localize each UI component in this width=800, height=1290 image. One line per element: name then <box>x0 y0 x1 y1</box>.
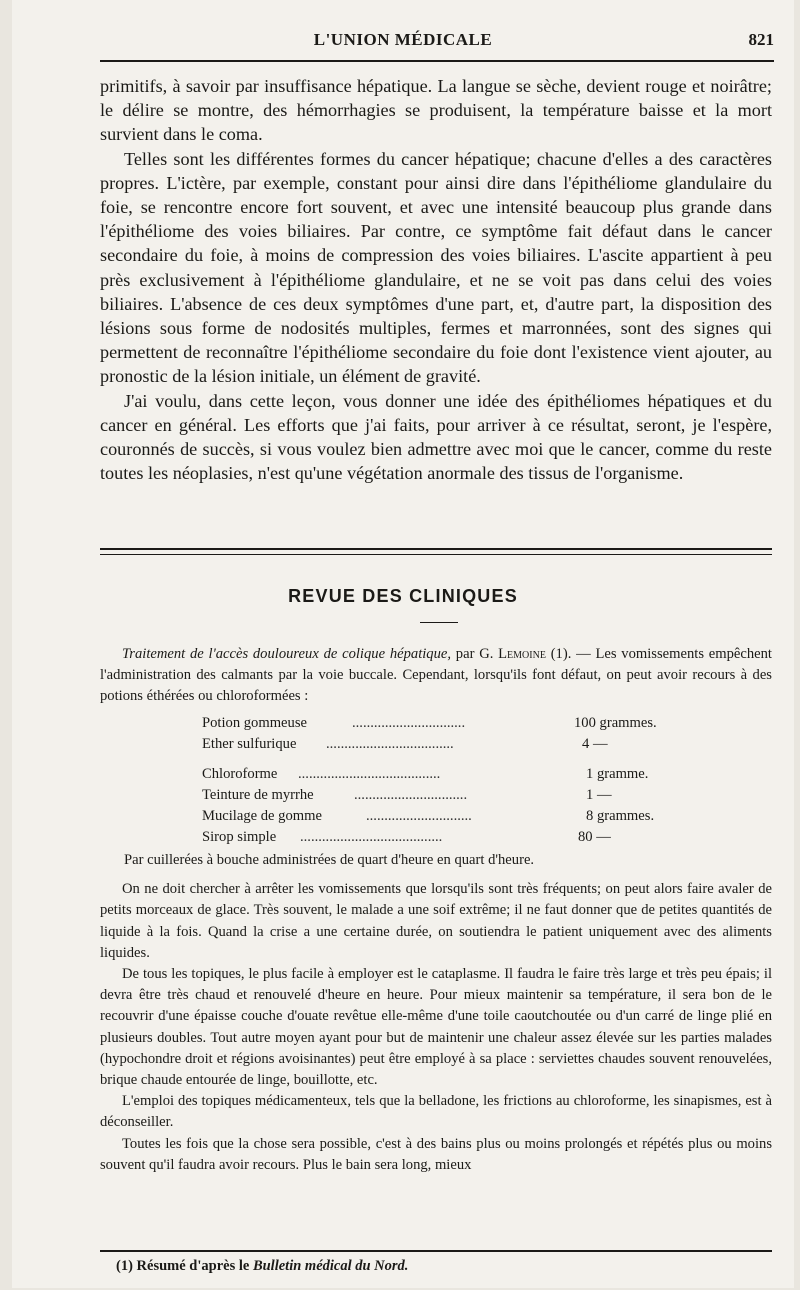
ingredient-name: Teinture de myrrhe <box>202 787 314 803</box>
leader-dots: ............................... <box>352 715 466 731</box>
paragraph-medicated-topicals: L'emploi des topiques médicamenteux, tels que la belladone, les frictions au chloroforme, les sinapismes, est à déconseiller. <box>100 1093 772 1131</box>
prescription-line <box>202 808 662 829</box>
prescription-block-1 <box>202 715 662 757</box>
paragraph-continuation: primitifs, à savoir par insuffisance hépatique. La langue se sèche, devient rouge et noirâtre; le délire se montre, des hémorrhagies se produisent, la température baisse et la mort survient dans le coma. <box>100 76 772 145</box>
ingredient-quantity: 100 grammes. <box>574 715 657 731</box>
footnote-rule <box>100 1250 772 1252</box>
leader-dots: ............................. <box>366 808 472 824</box>
footnote-source: Bulletin médical du Nord. <box>252 1258 409 1274</box>
prescription-line <box>202 766 662 787</box>
page-number: 821 <box>748 30 774 49</box>
ingredient-name: Chloroforme <box>202 766 278 782</box>
paragraph-conclusion: J'ai voulu, dans cette leçon, vous donner une idée des épithéliomes hépatiques et du cancer en général. Les efforts que j'ai faits, pour arriver à ce résultat, seront, je l'espère, couronnés de succès, si vous voulez bien admettre avec moi que le cancer, comme du reste toutes les néoplasies, n'est qu'une végétation anormale des tissus de l'organisme. <box>100 390 772 484</box>
prescription-line <box>202 787 662 808</box>
footnote-text: Résumé d'après le <box>136 1258 253 1274</box>
section-title: REVUE DES CLINIQUES <box>288 586 518 606</box>
section-title-underline <box>420 622 458 623</box>
section-divider-bottom <box>100 554 772 555</box>
article-byline: par G. <box>451 646 499 662</box>
ingredient-quantity: 4 — <box>582 736 608 752</box>
paragraph-topicals: De tous les topiques, le plus facile à employer est le cataplasme. Il faudra le faire très large et très peu épais; il devra être très chaud et renouvelé d'heure en heure. Pour mieux maintenir sa température, il sera bon de le recouvrir d'une épaisse couche d'ouate revêtue elle-même d'une toile caoutchoutée ou d'un carré de linge plié en plusieurs doubles. Tout autre moyen ayant pour but de maintenir une chaleur assez élevée sur les parties malades (hypochondre droit et régions avoisinantes) peut être employé à sa place : serviettes chaudes souvent renouvelées, brique chaude entourée de linge, bouillotte, etc. <box>100 966 772 1089</box>
ingredient-name: Mucilage de gomme <box>202 808 322 824</box>
prescription-line <box>202 715 662 736</box>
leader-dots: ....................................... <box>298 766 441 782</box>
prescription-block-2 <box>202 766 662 850</box>
ingredient-quantity: 1 gramme. <box>586 766 649 782</box>
journal-title: L'UNION MÉDICALE <box>313 30 493 49</box>
intro-text <box>100 74 772 485</box>
article-title: Traitement de l'accès douloureux de colique hépatique, <box>122 646 452 662</box>
ingredient-name: Potion gommeuse <box>202 715 307 731</box>
ingredient-quantity: 1 — <box>586 787 612 803</box>
ingredient-quantity: 8 grammes. <box>586 808 655 824</box>
section-lead <box>100 644 772 708</box>
running-header <box>12 30 794 64</box>
footnote <box>116 1258 408 1275</box>
document-page <box>12 0 794 1288</box>
prescription-line <box>202 829 662 850</box>
article-author: Lemoine <box>498 646 546 662</box>
leader-dots: ............................... <box>354 787 468 803</box>
lead-paragraph <box>100 644 772 708</box>
paragraph-cancer-forms: Telles sont les différentes formes du cancer hépatique; chacune d'elles a des caractères propres. L'ictère, par exemple, constant pour ainsi dire dans l'épithéliome glandulaire du foie, se rencontre encore fort souvent, et avec une intensité beaucoup plus grande dans l'épithéliome des voies biliaires. Par contre, ce symptôme fait défaut dans le cancer secondaire du foie, à moins de compression des voies biliaires. L'ascite appartient à peu près exclusivement à l'épithéliome glandulaire, et ne se voit pas dans celui des voies biliaires. L'absence de ces deux symptômes d'une part, et, d'autre part, la disposition des lésions sous forme de nodosités multiples, fermes et marronnées, sont des signes qui permettent de reconnaître l'épithéliome secondaire du foie dont l'existence vient ajouter, au pronostic de la lésion initiale, un élément de gravité. <box>100 148 772 387</box>
paragraph-baths: Toutes les fois que la chose sera possible, c'est à des bains plus ou moins prolongés et répétés plus ou moins souvent qu'il faudra avoir recours. Plus le bain sera long, mieux <box>100 1135 772 1173</box>
dosage-note: Par cuillerées à bouche administrées de quart d'heure en quart d'heure. <box>124 852 535 868</box>
header-rule <box>100 60 774 62</box>
ingredient-name: Ether sulfurique <box>202 736 297 752</box>
lead-text: (1). — Les vomissements empêchent l'administration des calmants par la voie buccale. Cependant, lorsqu'ils font défaut, on peut avoir recours à des potions éthérées ou chloroformées : <box>100 646 772 705</box>
ingredient-quantity: 80 — <box>578 829 611 845</box>
footnote-marker: (1) <box>116 1258 137 1274</box>
paragraph-vomiting: On ne doit chercher à arrêter les vomissements que lorsqu'ils sont très fréquents; on peut alors faire avaler de petits morceaux de glace. Très souvent, le malade a une soif extrême; il ne faut donner que de petites quantités de liquide à la fois. Quand la crise a une certaine durée, on soutiendra le patient uniquement avec des aliments liquides. <box>100 881 772 961</box>
section-body <box>100 850 772 1176</box>
leader-dots: ................................... <box>326 736 454 752</box>
prescription-line <box>202 736 662 757</box>
leader-dots: ....................................... <box>300 829 443 845</box>
ingredient-name: Sirop simple <box>202 829 277 845</box>
section-divider-top <box>100 548 772 550</box>
